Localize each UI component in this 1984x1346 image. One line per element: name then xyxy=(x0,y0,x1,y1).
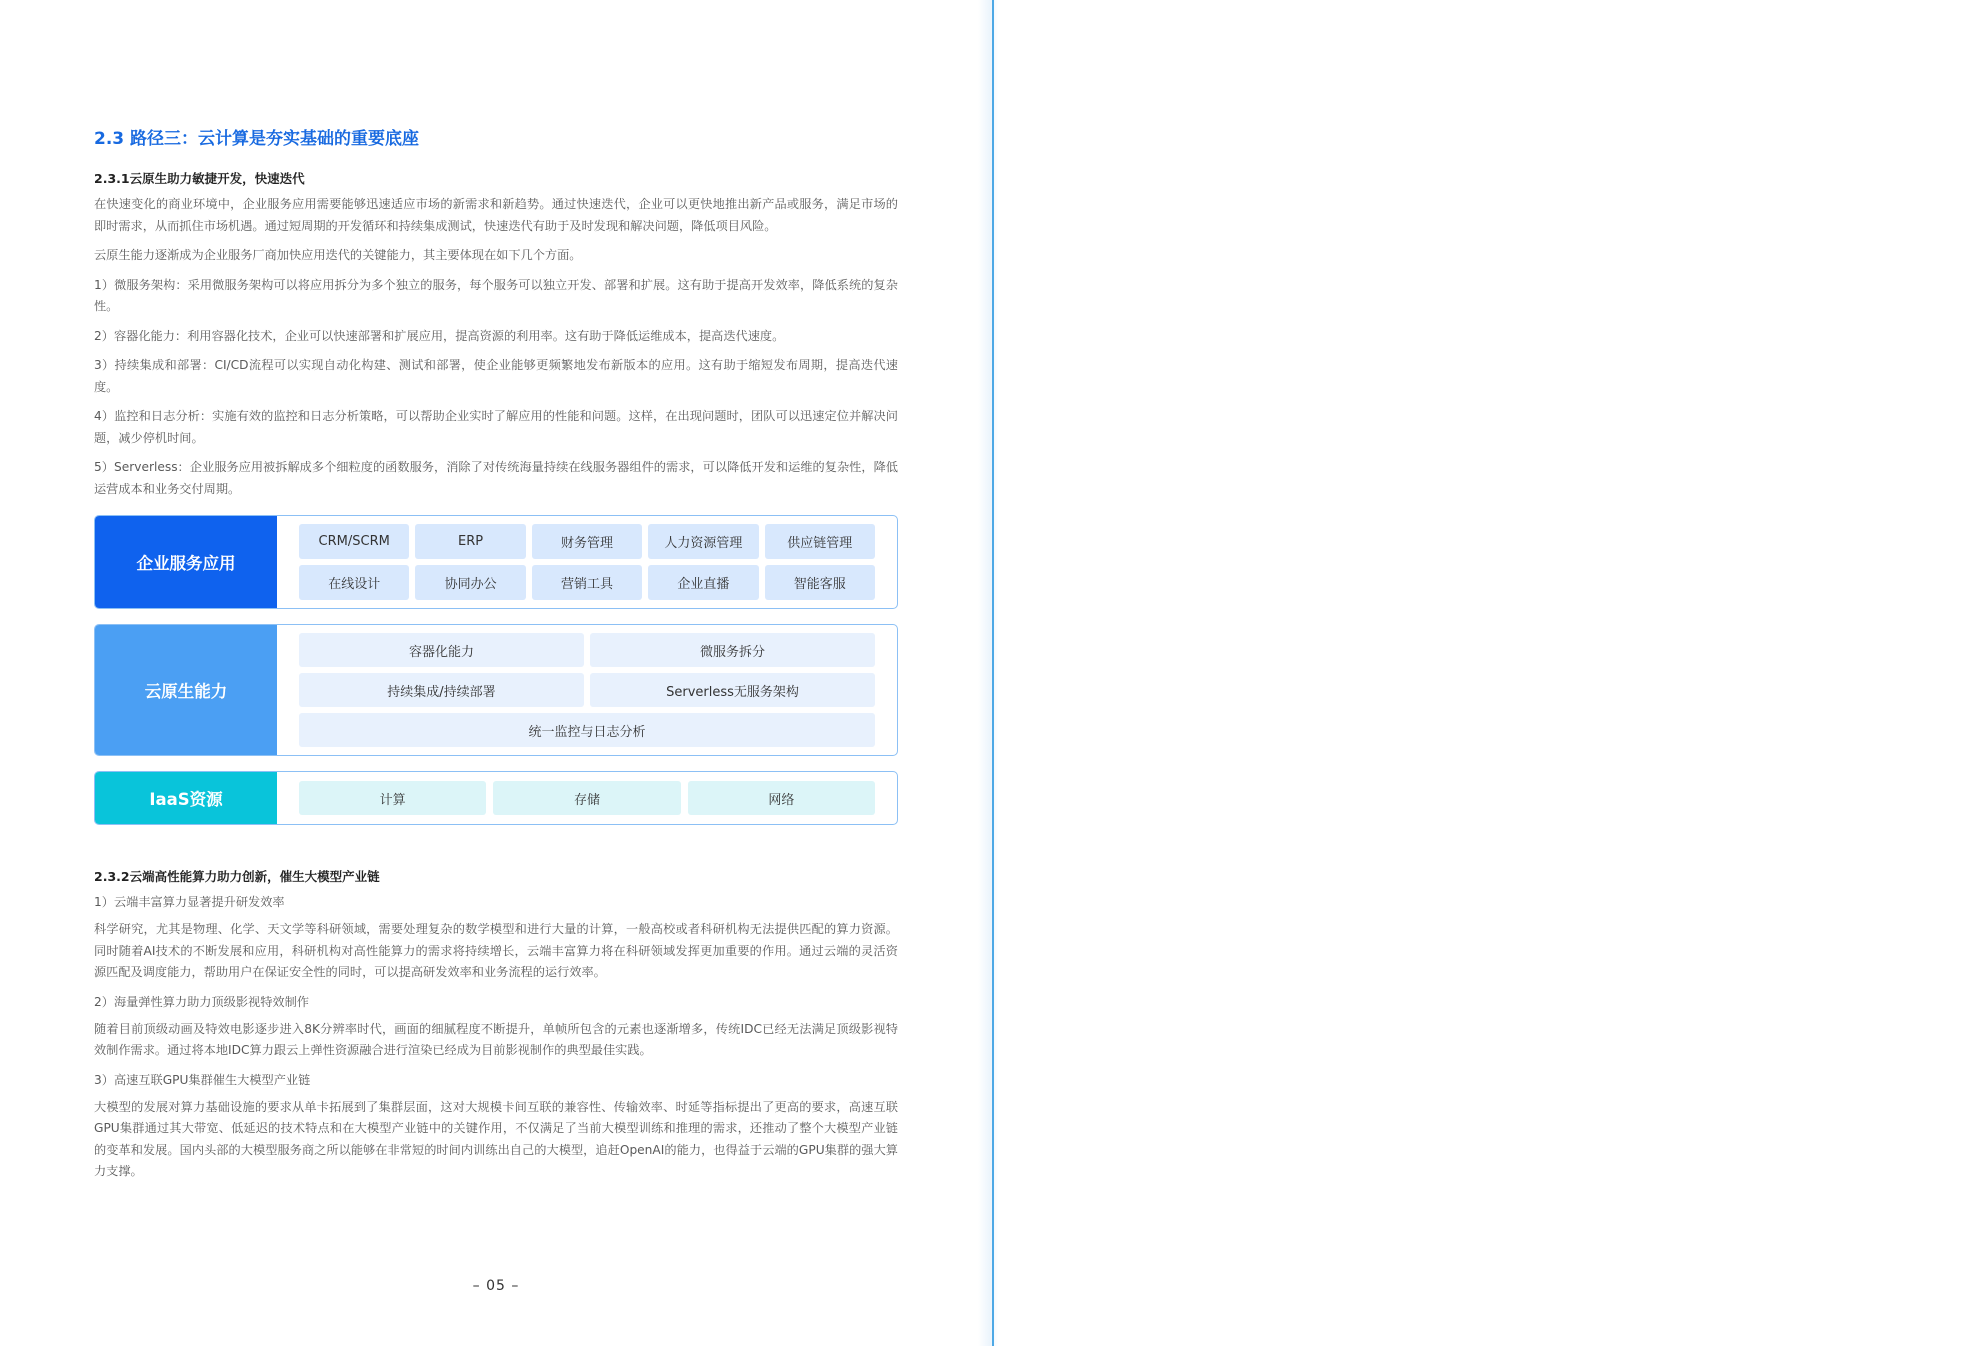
app-cell: 协同办公 xyxy=(415,565,525,600)
paragraph: 随着目前顶级动画及特效电影逐步进入8K分辨率时代，画面的细腻程度不断提升，单帧所包含的元素也逐渐增多，传统IDC已经无法满足顶级影视特效制作需求。通过将本地IDC算力跟云上弹性资源融合进行渲染已经成为目前影视制作的典型最佳实践。 xyxy=(94,1021,898,1057)
subsection-title-2-3-2: 2.3.2云端高性能算力助力创新，催生大模型产业链 xyxy=(94,869,380,884)
capability-cell: 统一监控与日志分析 xyxy=(299,713,875,747)
paragraph: 云原生能力逐渐成为企业服务厂商加快应用迭代的关键能力，其主要体现在如下几个方面。 xyxy=(94,248,582,262)
paragraph: 科学研究，尤其是物理、化学、天文学等科研领域，需要处理复杂的数学模型和进行大量的计算，一般高校或者科研机构无法提供匹配的算力资源。同时随着AI技术的不断发展和应用，科研机构对高性能算力的需求将持续增长，云端丰富算力将在科研领域发挥更加重要的作用。通过云端的灵活资源匹配及调度能力，帮助用户在保证安全性的同时，可以提高研发效率和业务流程的运行效率。 xyxy=(94,922,898,979)
list-item: 2）容器化能力：利用容器化技术，企业可以快速部署和扩展应用，提高资源的利用率。这有助于降低运维成本，提高迭代速度。 xyxy=(94,328,785,343)
app-cell: 智能客服 xyxy=(765,565,875,600)
capability-cell: 容器化能力 xyxy=(299,633,584,667)
app-cell: 企业直播 xyxy=(648,565,758,600)
page-spine-shadow xyxy=(978,0,998,1346)
list-item: 4）监控和日志分析：实施有效的监控和日志分析策略，可以帮助企业实时了解应用的性能和问题。这样，在出现问题时，团队可以迅速定位并解决问题，减少停机时间。 xyxy=(94,409,898,445)
page-spine xyxy=(992,0,994,1346)
list-item: 5）Serverless：企业服务应用被拆解成多个细粒度的函数服务，消除了对传统海量持续在线服务器组件的需求，可以降低开发和运维的复杂性，降低运营成本和业务交付周期。 xyxy=(94,460,898,496)
app-cell: 营销工具 xyxy=(532,565,642,600)
app-cell: 供应链管理 xyxy=(765,524,875,559)
list-item: 3）持续集成和部署：CI/CD流程可以实现自动化构建、测试和部署，使企业能够更频繁地发布新版本的应用。这有助于缩短发布周期，提高迭代速度。 xyxy=(94,358,898,394)
layer-cloud-native xyxy=(94,624,898,756)
capability-cell: Serverless无服务架构 xyxy=(590,673,875,707)
sub-heading: 3）高速互联GPU集群催生大模型产业链 xyxy=(94,1072,311,1087)
app-cell: CRM/SCRM xyxy=(299,524,409,559)
app-cell: 在线设计 xyxy=(299,565,409,600)
app-cell: 人力资源管理 xyxy=(648,524,758,559)
layer-enterprise-apps xyxy=(94,515,898,609)
layer-label: IaaS资源 xyxy=(95,772,277,824)
page-number: – 05 – xyxy=(472,1278,520,1294)
page-content xyxy=(94,126,898,1191)
resource-cell: 计算 xyxy=(299,781,486,815)
list-item: 1）微服务架构：采用微服务架构可以将应用拆分为多个独立的服务，每个服务可以独立开发、部署和扩展。这有助于提高开发效率，降低系统的复杂性。 xyxy=(94,277,898,313)
subsection-title-2-3-1: 2.3.1云原生助力敏捷开发，快速迭代 xyxy=(94,171,305,186)
app-cell: ERP xyxy=(415,524,525,559)
layer-iaas xyxy=(94,771,898,825)
sub-heading: 1）云端丰富算力显著提升研发效率 xyxy=(94,895,285,909)
capability-cell: 持续集成/持续部署 xyxy=(299,673,584,707)
resource-cell: 网络 xyxy=(688,781,875,815)
section-title: 2.3 路径三：云计算是夯实基础的重要底座 xyxy=(94,129,420,149)
layer-label: 企业服务应用 xyxy=(95,516,277,608)
architecture-diagram xyxy=(94,515,898,825)
sub-heading: 2）海量弹性算力助力顶级影视特效制作 xyxy=(94,994,309,1009)
paragraph: 在快速变化的商业环境中，企业服务应用需要能够迅速适应市场的新需求和新趋势。通过快速迭代，企业可以更快地推出新产品或服务，满足市场的即时需求，从而抓住市场机遇。通过短周期的开发循环和持续集成测试，快速迭代有助于及时发现和解决问题，降低项目风险。 xyxy=(94,197,898,233)
capability-cell: 微服务拆分 xyxy=(590,633,875,667)
paragraph: 大模型的发展对算力基础设施的要求从单卡拓展到了集群层面，这对大规模卡间互联的兼容性、传输效率、时延等指标提出了更高的要求，高速互联GPU集群通过其大带宽、低延迟的技术特点和在大模型产业链中的关键作用，不仅满足了当前大模型训练和推理的需求，还推动了整个大模型产业链的变革和发展。国内头部的大模型服务商之所以能够在非常短的时间内训练出自己的大模型，追赶OpenAI的能力，也得益于云端的GPU集群的强大算力支撑。 xyxy=(94,1099,898,1178)
layer-label: 云原生能力 xyxy=(95,625,277,755)
resource-cell: 存储 xyxy=(493,781,680,815)
app-cell: 财务管理 xyxy=(532,524,642,559)
